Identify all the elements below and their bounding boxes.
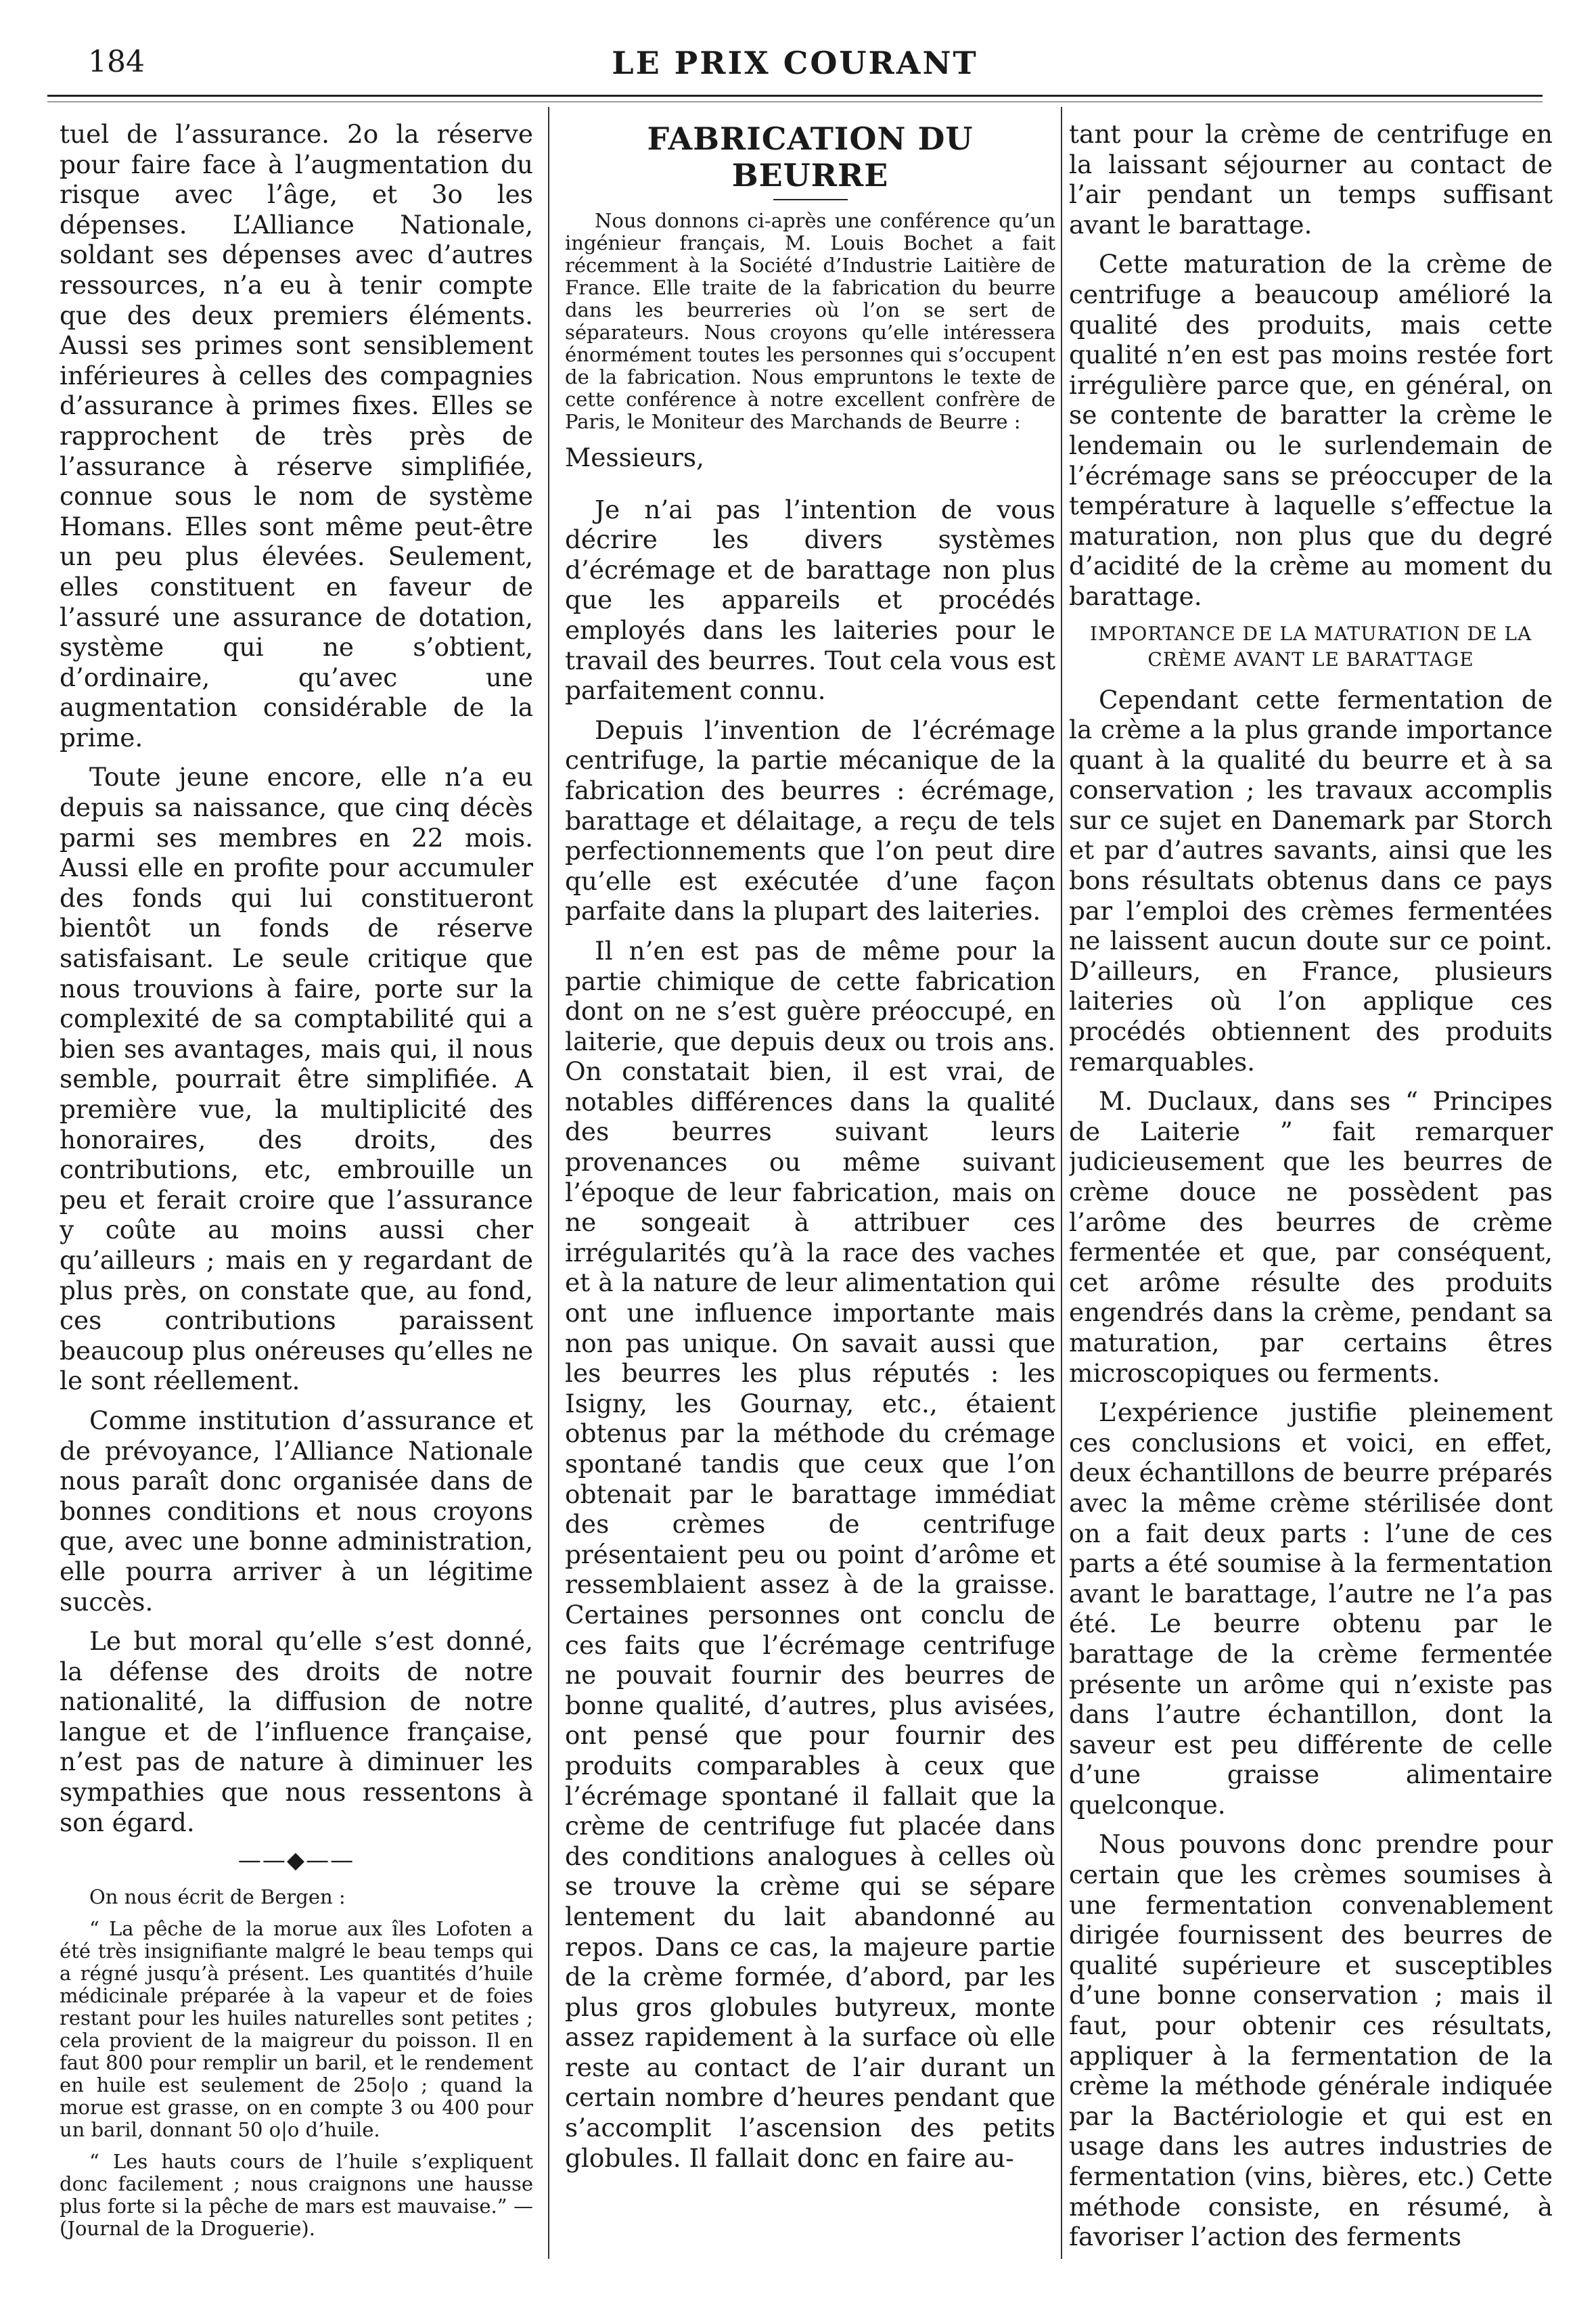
header-rule <box>47 95 1543 97</box>
paragraph: L’expérience justifie pleinement ces conclusions et voici, en effet, deux échantillons de beurre préparés avec la même crème stérilisée dont on a fait deux parts : l’une de ces parts a été soumise à la fermentation avant le barattage, l’autre ne l’a pas été. Le beurre obtenu par le barattage de la crème fermentée présente un arôme qui n’existe pas dans l’autre échantillon, dont la saveur est peu différente de celle d’une graisse alimentaire quelconque. <box>1069 1397 1553 1820</box>
paragraph: Depuis l’invention de l’écrémage centrifuge, la partie mécanique de la fabrication des beurres : écrémage, barattage et délaitage, a reçu de tels perfectionnements que l’on peut dire qu’elle est exécutée d’une façon parfaite dans la plupart des laiteries. <box>565 715 1055 926</box>
article-intro: Nous donnons ci-après une conférence qu’un ingénieur français, M. Louis Bochet a fait récemment à la Société d’Industrie Laitière de France. Elle traite de la fabrication du beurre dans les beurreries où l’on se sert de séparateurs. Nous croyons qu’elle intéressera énormément toutes les personnes qui s’occupent de la fabrication. Nous empruntons le texte de cette conférence à notre excellent confrère de Paris, le Moniteur des Marchands de Beurre : <box>565 209 1055 433</box>
page-header <box>47 45 1543 92</box>
section-ornament: ——◆—— <box>237 1847 355 1875</box>
column-left <box>60 119 533 2271</box>
column-divider-left <box>548 107 549 2259</box>
bergen-intro: On nous écrit de Bergen : <box>89 1885 346 1909</box>
paragraph: Toute jeune encore, elle n’a eu depuis sa naissance, que cinq décès parmi ses membres en 22 mois. Aussi elle en profite pour accumuler des fonds qui lui constitueront bientôt un fonds de réserve satisfaisant. Le seule critique que nous trouvions à faire, porte sur la complexité de sa comptabilité qui a bien ses avantages, mais qui, il nous semble, pourrait être simplifiée. A première vue, la multiplicité des honoraires, des droits, des contributions, etc, embrouille un peu et ferait croire que l’assurance y coûte au moins aussi cher qu’ailleurs ; mais en y regardant de plus près, on constate que, au fond, ces contributions paraissent beaucoup plus onéreuses qu’elles ne le sont réellement. <box>60 762 533 1396</box>
paragraph: Il n’en est pas de même pour la partie chimique de cette fabrication dont on ne s’est guère préoccupé, en laiterie, que depuis deux ou trois ans. On constatait bien, il est vrai, de notables différences dans la qualité des beurres suivant leurs provenances ou même suivant l’époque de leur fabrication, mais on ne songeait à attribuer ces irrégularités qu’à la race des vaches et à la nature de leur alimentation qui ont une influence importante mais non pas unique. On savait aussi que les beurres les plus réputés : les Isigny, les Gournay, etc., étaient obtenus par la méthode du crémage spontané tandis que ceux que l’on obtenait par le barattage immédiat des crèmes de centrifuge présentaient peu ou point d’arôme et ressemblaient assez à de la graisse. Certaines personnes ont conclu de ces faits que l’écrémage centrifuge ne pouvait fournir des beurres de bonne qualité, d’autres, plus avisées, ont pensé que pour fournir des produits comparables à ceux que l’écrémage spontané il fallait que la crème de centrifuge fut placée dans des conditions analogues à celles où se trouve la crème qui se sépare lentement du lait abandonné au repos. Dans ce cas, la majeure partie de la crème formée, d’abord, par les plus gros globules butyreux, monte assez rapidement à la surface où elle reste au contact de l’air durant un certain nombre d’heures pendant que s’accomplit l’ascension des petits globules. Il fallait donc en faire au- <box>565 935 1055 2173</box>
paragraph: tuel de l’assurance. 2o la réserve pour faire face à l’augmentation du risque avec l’âge, et 3o les dépenses. L’Alliance Nationale, soldant ses dépenses avec d’autres ressources, n’a eu à tenir compte que des deux premiers éléments. Aussi ses primes sont sensiblement inférieures à celles des compagnies d’assurance à primes fixes. Elles se rapprochent de très près de l’assurance à réserve simplifiée, connue sous le nom de système Homans. Elles sont même peut-être un peu plus élevées. Seulement, elles constituent en faveur de l’assuré une assurance de dotation, système qui ne s’obtient, d’ordinaire, qu’avec une augmentation considérable de la prime. <box>60 119 533 753</box>
bergen-quote: “ La pêche de la morue aux îles Lofoten a été très insignifiante malgré le beau temps qui a régné jusqu’à présent. Les quantités d’huile médicinale préparée à la vapeur et de foies restant pour les huiles naturelles sont petites ; cela provient de la maigreur du poisson. Il en faut 800 pour remplir un baril, et le rendement en huile est seulement de 25o|o ; quand la morue est grasse, on en compte 3 ou 400 pour un baril, donnant 50 o|o d’huile. <box>60 1917 533 2142</box>
column-divider-right <box>1061 107 1062 2259</box>
paragraph: Nous pouvons donc prendre pour certain que les crèmes soumises à une fermentation convenablement dirigée fournissent des beurres de qualité supérieure et susceptibles d’une bonne conservation ; mais il faut, pour obtenir ces résultats, appliquer à la fermentation de la crème la méthode générale indiquée par la Bactériologie et qui est en usage dans les autres industries de fermentation (vins, bières, etc.) Cette méthode consiste, en résumé, à favoriser l’action des ferments <box>1069 1829 1553 2252</box>
paragraph: Cette maturation de la crème de centrifuge a beaucoup amélioré la qualité des produits, mais cette qualité n’en est pas moins restée fort irrégulière parce que, en général, on se contente de baratter la crème le lendemain ou le surlendemain de l’écrémage sans se préoccuper de la température à laquelle s’effectue la maturation, non plus que du degré d’acidité de la crème au moment du barattage. <box>1069 249 1553 611</box>
column-middle <box>565 119 1055 2271</box>
bergen-quote: “ Les hauts cours de l’huile s’expliquent donc facilement ; nous craignons une hausse plus forte si la pêche de mars est mauvaise.” — (Journal de la Droguerie). <box>60 2150 533 2241</box>
salutation: Messieurs, <box>565 443 704 472</box>
paragraph: Je n’ai pas l’intention de vous décrire les divers systèmes d’écrémage et de barattage non plus que les appareils et procédés employés dans les laiteries pour le travail des beurres. Tout cela vous est parfaitement connu. <box>565 494 1055 706</box>
paragraph: Le but moral qu’elle s’est donné, la défense des droits de notre nationalité, la diffusion de notre langue et de l’influence française, n’est pas de nature à diminuer les sympathies que nous ressentons à son égard. <box>60 1626 533 1837</box>
paragraph: tant pour la crème de centrifuge en la laissant séjourner au contact de l’air pendant un temps suffisant avant le barattage. <box>1069 119 1553 240</box>
paragraph: Comme institution d’assurance et de prévoyance, l’Alliance Nationale nous paraît donc organisée dans de bonnes conditions et nous croyons que, avec une bonne administration, elle pourra arriver à un légitime succès. <box>60 1405 533 1617</box>
title-rule <box>773 199 848 200</box>
column-right <box>1069 119 1553 2271</box>
section-subheading: IMPORTANCE DE LA MATURATION DE LA CRÈME AVANT LE BARATTAGE <box>1089 622 1532 671</box>
paragraph: Cependant cette fermentation de la crème a la plus grande importance quant à la qualité du beurre et à sa conservation ; les travaux accomplis sur ce sujet en Danemark par Storch et par d’autres savants, ainsi que les bons résultats obtenus dans ce pays par l’emploi des crèmes fermentées ne laissent aucun doute sur ce point. D’ailleurs, en France, plusieurs laiteries où l’on applique ces procédés obtiennent des produits remarquables. <box>1069 684 1553 1077</box>
paragraph: M. Duclaux, dans ses “ Principes de Laiterie ” fait remarquer judicieusement que les beurres de crème douce ne possèdent pas l’arôme des beurres de crème fermentée et que, par conséquent, cet arôme résulte des produits engendrés dans la crème, pendant sa maturation, par certains êtres microscopiques ou ferments. <box>1069 1086 1553 1388</box>
journal-title: LE PRIX COURANT <box>612 45 978 81</box>
article-title: FABRICATION DU BEURRE <box>647 120 974 194</box>
page-number: 184 <box>88 45 145 79</box>
